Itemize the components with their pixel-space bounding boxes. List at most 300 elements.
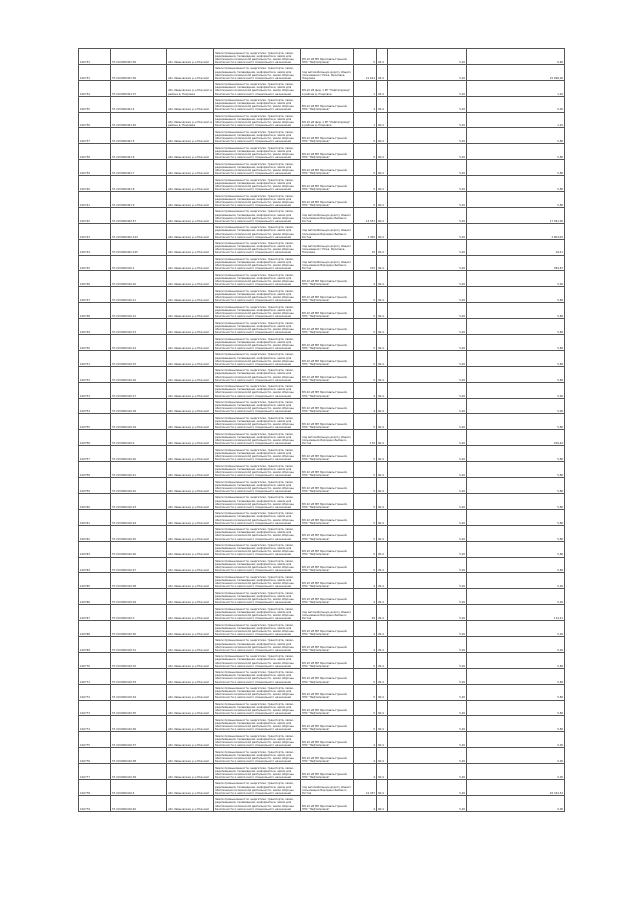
- permitted-use-cell: под автомобильную дорогу общего пользования Бородино-Рыбинск-Ростов: [301, 207, 354, 223]
- total-value-cell: 2 804,00: [467, 223, 565, 239]
- total-value-cell: 5,86: [467, 335, 565, 351]
- area-cell: 5: [354, 319, 377, 335]
- land-category-cell: Земли промышленности, энергетики, транспорта, связи, радиовещания, телевидения, информатики, земли для обеспечения космической деятельности, земли обороны, безопасности и земли иного специального назначения: [214, 414, 301, 430]
- ratio-cell: 00,4: [377, 430, 388, 446]
- area-cell: 5: [354, 668, 377, 684]
- land-category-cell: Земли промышленности, энергетики, транспорта, связи, радиовещания, телевидения, информатики, земли для обеспечения космической деятельности, земли обороны, безопасности и земли иного специального назначения: [214, 128, 301, 144]
- location-cell: обл. Ивановская, р-н Южский: [167, 64, 214, 80]
- land-category-cell: Земли промышленности, энергетики, транспорта, связи, радиовещания, телевидения, информатики, земли для обеспечения космической деятельности, земли обороны, безопасности и земли иного специального назначения: [214, 541, 301, 557]
- location-cell: обл. Ивановская, р-н Южский: [167, 382, 214, 398]
- cadastral-number-cell: 57:20:0000410:28: [111, 573, 167, 589]
- row-number-cell: 100757: [79, 446, 111, 462]
- area-cell: 5: [354, 303, 377, 319]
- table-row: [79, 414, 565, 430]
- ratio-cell: 00,4: [377, 795, 388, 811]
- permitted-use-cell: под автомобильную дорогу общего пользования Бородино-Рыбинск-Ростов: [301, 223, 354, 239]
- permitted-use-cell: ВЛ-10 кВ МН Ярославль-Горький, НПС "Нефтепровод": [301, 366, 354, 382]
- table-row: [79, 684, 565, 700]
- location-cell: обл. Ивановская, р-н Южский: [167, 525, 214, 541]
- ratio-cell: 00,4: [377, 414, 388, 430]
- cadastral-number-cell: 57:20:0000410:32: [111, 652, 167, 668]
- land-category-cell: Земли промышленности, энергетики, транспорта, связи, радиовещания, телевидения, информатики, земли для обеспечения космической деятельности, земли обороны, безопасности и земли иного специального назначения: [214, 748, 301, 764]
- permitted-use-cell: под автомобильную дорогу общего пользования Бородино-Рыбинск-Ростов: [301, 255, 354, 271]
- permitted-use-cell: ВЛ-10 кВ МН Ярославль-Горький, НПС "Нефтепровод": [301, 636, 354, 652]
- table-row: [79, 271, 565, 287]
- location-cell: обл. Ивановская, р-н Южский: [167, 779, 214, 795]
- permitted-use-cell: ВЛ-10 кВ МН Ярославль-Горький, НПС "Нефтепровод": [301, 509, 354, 525]
- unit-price-cell: 5,20: [388, 509, 467, 525]
- unit-price-cell: 5,20: [388, 144, 467, 160]
- cadastral-number-cell: 57:20:0000410:20: [111, 446, 167, 462]
- cadastral-number-cell: 57:20:0000410:17: [111, 382, 167, 398]
- unit-price-cell: 5,20: [388, 573, 467, 589]
- ratio-cell: 00,4: [377, 271, 388, 287]
- total-value-cell: 5,86: [467, 716, 565, 732]
- unit-price-cell: 5,20: [388, 684, 467, 700]
- location-cell: обл. Ивановская, р-н Южский: [167, 192, 214, 208]
- cadastral-number-cell: 57:20:0000410:38: [111, 748, 167, 764]
- unit-price-cell: 5,20: [388, 795, 467, 811]
- row-number-cell: 100745: [79, 255, 111, 271]
- permitted-use-cell: ВЛ-10 кВ МН Ярославль-Горький, НПС "Нефтепровод": [301, 478, 354, 494]
- area-cell: 94: [354, 605, 377, 621]
- table-row: [79, 176, 565, 192]
- permitted-use-cell: ВЛ-10 кВ МН Ярославль-Горький, НПС "Нефтепровод": [301, 557, 354, 573]
- cadastral-number-cell: 57:20:0000401:7: [111, 160, 167, 176]
- permitted-use-cell: ВЛ-10 кВ МН Ярославль-Горький, НПС "Нефтепровод": [301, 795, 354, 811]
- table-row: [79, 779, 565, 795]
- table-row: [79, 764, 565, 780]
- location-cell: обл. Ивановская, р-н Южский: [167, 621, 214, 637]
- area-cell: 5: [354, 287, 377, 303]
- ratio-cell: 00,4: [377, 176, 388, 192]
- land-category-cell: Земли промышленности, энергетики, транспорта, связи, радиовещания, телевидения, информатики, земли для обеспечения космической деятельности, земли обороны, безопасности и земли иного специального назначения: [214, 239, 301, 255]
- unit-price-cell: 5,20: [388, 350, 467, 366]
- ratio-cell: 00,4: [377, 541, 388, 557]
- area-cell: 315: [354, 255, 377, 271]
- total-value-cell: 5,86: [467, 652, 565, 668]
- area-cell: 4: [354, 621, 377, 637]
- cadastral-number-cell: 57:20:0000410:23: [111, 493, 167, 509]
- permitted-use-cell: под автомобильную дорогу общего пользования Бородино-Рыбинск-Ростов: [301, 430, 354, 446]
- total-value-cell: 5,00: [467, 398, 565, 414]
- table-row: [79, 795, 565, 811]
- ratio-cell: 00,4: [377, 557, 388, 573]
- ratio-cell: 00,4: [377, 192, 388, 208]
- row-number-cell: 100762: [79, 525, 111, 541]
- unit-price-cell: 5,20: [388, 366, 467, 382]
- row-number-cell: 100733: [79, 49, 111, 65]
- location-cell: обл. Ивановская, р-н Южский: [167, 366, 214, 382]
- location-cell: обл. Ивановская, р-н Южский: [167, 573, 214, 589]
- permitted-use-cell: ВЛ-10 кВ МН Ярославль-Горький, НПС "Нефтепровод": [301, 271, 354, 287]
- row-number-cell: 100769: [79, 636, 111, 652]
- land-category-cell: Земли промышленности, энергетики, транспорта, связи, радиовещания, телевидения, информатики, земли для обеспечения космической деятельности, земли обороны, безопасности и земли иного специального назначения: [214, 621, 301, 637]
- land-category-cell: Земли промышленности, энергетики, транспорта, связи, радиовещания, телевидения, информатики, земли для обеспечения космической деятельности, земли обороны, безопасности и земли иного специального назначения: [214, 636, 301, 652]
- cadastral-number-cell: 57:20:0000410:34: [111, 684, 167, 700]
- unit-price-cell: 5,20: [388, 541, 467, 557]
- row-number-cell: 100759: [79, 478, 111, 494]
- unit-price-cell: 5,20: [388, 779, 467, 795]
- cadastral-number-cell: 57:20:0000401:36: [111, 64, 167, 80]
- area-cell: 5: [354, 144, 377, 160]
- permitted-use-cell: ВЛ-10 кВ МН Ярославль-Горький, НПС "Нефтепровод": [301, 176, 354, 192]
- permitted-use-cell: ВЛ-10 кВ МН Ярославль-Горький, НПС "Нефтепровод": [301, 49, 354, 65]
- location-cell: обл. Ивановская, р-н Южский: [167, 287, 214, 303]
- land-category-cell: Земли промышленности, энергетики, транспорта, связи, радиовещания, телевидения, информатики, земли для обеспечения космической деятельности, земли обороны, безопасности и земли иного специального назначения: [214, 684, 301, 700]
- ratio-cell: 00,4: [377, 636, 388, 652]
- land-category-cell: Земли промышленности, энергетики, транспорта, связи, радиовещания, телевидения, информатики, земли для обеспечения космической деятельности, земли обороны, безопасности и земли иного специального назначения: [214, 192, 301, 208]
- ratio-cell: 00,4: [377, 319, 388, 335]
- cadastral-number-cell: 57:20:0000410:11: [111, 287, 167, 303]
- total-value-cell: 5,86: [467, 350, 565, 366]
- table-row: [79, 541, 565, 557]
- land-category-cell: Земли промышленности, энергетики, транспорта, связи, радиовещания, телевидения, информатики, земли для обеспечения космической деятельности, земли обороны, безопасности и земли иного специального назначения: [214, 732, 301, 748]
- unit-price-cell: 5,20: [388, 207, 467, 223]
- total-value-cell: 5,00: [467, 795, 565, 811]
- row-number-cell: 100763: [79, 541, 111, 557]
- land-category-cell: Земли промышленности, энергетики, транспорта, связи, радиовещания, телевидения, информатики, земли для обеспечения космической деятельности, земли обороны, безопасности и земли иного специального назначения: [214, 652, 301, 668]
- permitted-use-cell: ВЛ-10 кВ МН Ярославль-Горький, НПС "Нефтепровод": [301, 684, 354, 700]
- cadastral-number-cell: 57:20:0000401:5: [111, 128, 167, 144]
- total-value-cell: 18,41: [467, 239, 565, 255]
- unit-price-cell: 5,20: [388, 80, 467, 96]
- location-cell: обл. Ивановская, р-н Южский: [167, 271, 214, 287]
- location-cell: обл. Ивановская, р-н Южский: [167, 541, 214, 557]
- table-row: [79, 589, 565, 605]
- land-category-cell: Земли промышленности, энергетики, транспорта, связи, радиовещания, телевидения, информатики, земли для обеспечения космической деятельности, земли обороны, безопасности и земли иного специального назначения: [214, 795, 301, 811]
- ratio-cell: 00,4: [377, 64, 388, 80]
- total-value-cell: 5,00: [467, 573, 565, 589]
- permitted-use-cell: ВЛ-10 кВ МН Ярославль-Горький, НПС "Нефтепровод": [301, 525, 354, 541]
- unit-price-cell: 5,20: [388, 64, 467, 80]
- permitted-use-cell: ВЛ-10 кВ МН Ярославль-Горький, НПС "Нефтепровод": [301, 446, 354, 462]
- ratio-cell: 00,4: [377, 652, 388, 668]
- table-row: [79, 128, 565, 144]
- row-number-cell: 100734: [79, 80, 111, 96]
- unit-price-cell: 5,20: [388, 192, 467, 208]
- permitted-use-cell: ВЛ-10 кВ МН Ярославль-Горький, НПС "Нефтепровод": [301, 589, 354, 605]
- table-row: [79, 80, 565, 96]
- unit-price-cell: 5,20: [388, 525, 467, 541]
- row-number-cell: 100752: [79, 366, 111, 382]
- land-category-cell: Земли промышленности, энергетики, транспорта, связи, радиовещания, телевидения, информатики, земли для обеспечения космической деятельности, земли обороны, безопасности и земли иного специального назначения: [214, 779, 301, 795]
- area-cell: 4: [354, 96, 377, 112]
- row-number-cell: 100772: [79, 684, 111, 700]
- total-value-cell: 5,86: [467, 446, 565, 462]
- cadastral-number-cell: 57:20:0000410:37: [111, 732, 167, 748]
- unit-price-cell: 5,20: [388, 287, 467, 303]
- cadastral-number-cell: 57:20:0000410:27: [111, 557, 167, 573]
- cadastral-number-cell: 57:20:0000410:12: [111, 303, 167, 319]
- ratio-cell: 00,4: [377, 779, 388, 795]
- cadastral-number-cell: 57:20:0000410:36: [111, 716, 167, 732]
- location-cell: обл. Ивановская, р-н Южский: [167, 478, 214, 494]
- land-category-cell: Земли промышленности, энергетики, транспорта, связи, радиовещания, телевидения, информатики, земли для обеспечения космической деятельности, земли обороны, безопасности и земли иного специального назначения: [214, 716, 301, 732]
- table-row: [79, 335, 565, 351]
- unit-price-cell: 5,20: [388, 557, 467, 573]
- cadastral-number-cell: 57:20:0000410:15: [111, 350, 167, 366]
- land-category-cell: Земли промышленности, энергетики, транспорта, связи, радиовещания, телевидения, информатики, земли для обеспечения космической деятельности, земли обороны, безопасности и земли иного специального назначения: [214, 80, 301, 96]
- location-cell: обл. Ивановская, р-н Южский: [167, 128, 214, 144]
- table-row: [79, 64, 565, 80]
- area-cell: 5: [354, 49, 377, 65]
- unit-price-cell: 5,20: [388, 49, 467, 65]
- total-value-cell: 5,86: [467, 414, 565, 430]
- unit-price-cell: 5,20: [388, 382, 467, 398]
- area-cell: 4: [354, 573, 377, 589]
- area-cell: 4: [354, 748, 377, 764]
- area-cell: 5: [354, 350, 377, 366]
- total-value-cell: 5,86: [467, 176, 565, 192]
- area-cell: 5: [354, 478, 377, 494]
- area-cell: 4: [354, 589, 377, 605]
- total-value-cell: 5,86: [467, 684, 565, 700]
- ratio-cell: 00,4: [377, 621, 388, 637]
- location-cell: обл. Ивановская, р-н Южский: [167, 176, 214, 192]
- cadastral-number-cell: 57:20:0000410:18: [111, 398, 167, 414]
- unit-price-cell: 5,20: [388, 398, 467, 414]
- location-cell: обл. Ивановская, р-н Южский: [167, 319, 214, 335]
- permitted-use-cell: ВЛ-10 кВ МН Ярославль-Горький, НПС "Нефтепровод": [301, 732, 354, 748]
- land-category-cell: Земли промышленности, энергетики, транспорта, связи, радиовещания, телевидения, информатики, земли для обеспечения космической деятельности, земли обороны, безопасности и земли иного специального назначения: [214, 223, 301, 239]
- table-row: [79, 636, 565, 652]
- area-cell: 14 557: [354, 207, 377, 223]
- total-value-cell: 5,86: [467, 462, 565, 478]
- row-number-cell: 100775: [79, 732, 111, 748]
- cadastral-number-cell: 57:20:0000410:16: [111, 366, 167, 382]
- location-cell: обл. Ивановская, р-н Южский: [167, 430, 214, 446]
- area-cell: 4: [354, 398, 377, 414]
- permitted-use-cell: ВЛ-10 кВ МН Ярославль-Горький, НПС "Нефтепровод": [301, 573, 354, 589]
- ratio-cell: 00,4: [377, 732, 388, 748]
- table-row: [79, 573, 565, 589]
- location-cell: обл. Ивановская, р-н Южский: [167, 303, 214, 319]
- land-category-cell: Земли промышленности, энергетики, транспорта, связи, радиовещания, телевидения, информатики, земли для обеспечения космической деятельности, земли обороны, безопасности и земли иного специального назначения: [214, 64, 301, 80]
- land-category-cell: Земли промышленности, энергетики, транспорта, связи, радиовещания, телевидения, информатики, земли для обеспечения космической деятельности, земли обороны, безопасности и земли иного специального назначения: [214, 49, 301, 65]
- land-category-cell: Земли промышленности, энергетики, транспорта, связи, радиовещания, телевидения, информатики, земли для обеспечения космической деятельности, земли обороны, безопасности и земли иного специального назначения: [214, 525, 301, 541]
- cadastral-number-cell: 57:20:0000410:25: [111, 525, 167, 541]
- area-cell: 5: [354, 509, 377, 525]
- unit-price-cell: 5,20: [388, 112, 467, 128]
- land-category-cell: Земли промышленности, энергетики, транспорта, связи, радиовещания, телевидения, информатики, земли для обеспечения космической деятельности, земли обороны, безопасности и земли иного специального назначения: [214, 176, 301, 192]
- total-value-cell: 25 996,00: [467, 64, 565, 80]
- table-row: [79, 49, 565, 65]
- cadastral-number-cell: 57:20:0000410:14: [111, 335, 167, 351]
- cadastral-number-cell: 57:20:0000410:29: [111, 589, 167, 605]
- row-number-cell: 100738: [79, 144, 111, 160]
- total-value-cell: 5,86: [467, 478, 565, 494]
- row-number-cell: 100755: [79, 414, 111, 430]
- total-value-cell: 384,87: [467, 255, 565, 271]
- permitted-use-cell: ВЛ-10 кВ МН Ярославль-Горький, НПС "Нефтепровод": [301, 398, 354, 414]
- location-cell: обл. Ивановская, р-н Южский: [167, 605, 214, 621]
- area-cell: 4: [354, 382, 377, 398]
- ratio-cell: 00,4: [377, 112, 388, 128]
- table-row: [79, 621, 565, 637]
- location-cell: обл. Ивановская, р-н Южский, в районе д. Покровка: [167, 80, 214, 96]
- row-number-cell: 100737: [79, 128, 111, 144]
- land-category-cell: Земли промышленности, энергетики, транспорта, связи, радиовещания, телевидения, информатики, земли для обеспечения космической деятельности, земли обороны, безопасности и земли иного специального назначения: [214, 303, 301, 319]
- row-number-cell: 100739: [79, 160, 111, 176]
- row-number-cell: 100733: [79, 64, 111, 80]
- total-value-cell: 5,00: [467, 764, 565, 780]
- table-row: [79, 350, 565, 366]
- row-number-cell: 100764: [79, 557, 111, 573]
- row-number-cell: 100765: [79, 573, 111, 589]
- permitted-use-cell: ВЛ-10 кВ МН Ярославль-Горький, НПС "Нефтепровод": [301, 493, 354, 509]
- area-cell: 170: [354, 430, 377, 446]
- location-cell: обл. Ивановская, р-н Южский: [167, 255, 214, 271]
- table-row: [79, 192, 565, 208]
- ratio-cell: 00,4: [377, 525, 388, 541]
- unit-price-cell: 5,20: [388, 128, 467, 144]
- row-number-cell: 100754: [79, 398, 111, 414]
- row-number-cell: 100743: [79, 223, 111, 239]
- ratio-cell: 00,4: [377, 335, 388, 351]
- area-cell: 4: [354, 795, 377, 811]
- land-category-cell: Земли промышленности, энергетики, транспорта, связи, радиовещания, телевидения, информатики, земли для обеспечения космической деятельности, земли обороны, безопасности и земли иного специального назначения: [214, 509, 301, 525]
- cadastral-number-cell: 57:20:0000410:3: [111, 605, 167, 621]
- unit-price-cell: 5,20: [388, 160, 467, 176]
- unit-price-cell: 5,20: [388, 589, 467, 605]
- unit-price-cell: 5,20: [388, 239, 467, 255]
- table-row: [79, 668, 565, 684]
- location-cell: обл. Ивановская, р-н Южский: [167, 748, 214, 764]
- table-row: [79, 700, 565, 716]
- total-value-cell: 209,40: [467, 430, 565, 446]
- ratio-cell: 00,4: [377, 49, 388, 65]
- total-value-cell: 5,86: [467, 541, 565, 557]
- unit-price-cell: 5,20: [388, 255, 467, 271]
- area-cell: 4: [354, 271, 377, 287]
- unit-price-cell: 5,20: [388, 636, 467, 652]
- total-value-cell: 5,00: [467, 271, 565, 287]
- cadastral-number-cell: 57:20:0000410:40: [111, 795, 167, 811]
- table-row: [79, 732, 565, 748]
- total-value-cell: 1,20: [467, 80, 565, 96]
- table-row: [79, 446, 565, 462]
- location-cell: обл. Ивановская, р-н Южский: [167, 636, 214, 652]
- location-cell: обл. Ивановская, р-н Южский: [167, 207, 214, 223]
- land-category-cell: Земли промышленности, энергетики, транспорта, связи, радиовещания, телевидения, информатики, земли для обеспечения космической деятельности, земли обороны, безопасности и земли иного специального назначения: [214, 144, 301, 160]
- area-cell: 5: [354, 557, 377, 573]
- total-value-cell: 5,86: [467, 128, 565, 144]
- total-value-cell: 6,86: [467, 49, 565, 65]
- land-category-cell: Земли промышленности, энергетики, транспорта, связи, радиовещания, телевидения, информатики, земли для обеспечения космической деятельности, земли обороны, безопасности и земли иного специального назначения: [214, 478, 301, 494]
- row-number-cell: 100747: [79, 287, 111, 303]
- cadastral-number-cell: 57:20:0000410:21: [111, 462, 167, 478]
- permitted-use-cell: ВЛ-10 кВ МН Ярославль-Горький, НПС "Нефтепровод": [301, 350, 354, 366]
- location-cell: обл. Ивановская, р-н Южский: [167, 350, 214, 366]
- location-cell: обл. Ивановская, р-н Южский: [167, 493, 214, 509]
- table-row: [79, 382, 565, 398]
- location-cell: обл. Ивановская, р-н Южский: [167, 223, 214, 239]
- land-category-cell: Земли промышленности, энергетики, транспорта, связи, радиовещания, телевидения, информатики, земли для обеспечения космической деятельности, земли обороны, безопасности и земли иного специального назначения: [214, 589, 301, 605]
- total-value-cell: 5,86: [467, 303, 565, 319]
- table-row: [79, 223, 565, 239]
- location-cell: обл. Ивановская, р-н Южский: [167, 446, 214, 462]
- unit-price-cell: 5,20: [388, 748, 467, 764]
- total-value-cell: 5,00: [467, 748, 565, 764]
- location-cell: обл. Ивановская, р-н Южский: [167, 668, 214, 684]
- unit-price-cell: 5,20: [388, 430, 467, 446]
- permitted-use-cell: под автомобильную дорогу общего пользования Бородино-Рыбинск-Ростов: [301, 779, 354, 795]
- permitted-use-cell: ВЛ-10 кВ МН Ярославль-Горький, НПС "Нефтепровод": [301, 382, 354, 398]
- unit-price-cell: 5,20: [388, 319, 467, 335]
- land-category-cell: Земли промышленности, энергетики, транспорта, связи, радиовещания, телевидения, информатики, земли для обеспечения космической деятельности, земли обороны, безопасности и земли иного специального назначения: [214, 335, 301, 351]
- total-value-cell: 5,86: [467, 144, 565, 160]
- location-cell: обл. Ивановская, р-н Южский: [167, 764, 214, 780]
- unit-price-cell: 5,20: [388, 652, 467, 668]
- ratio-cell: 00,4: [377, 700, 388, 716]
- area-cell: 5: [354, 414, 377, 430]
- table-row: [79, 144, 565, 160]
- permitted-use-cell: ВЛ-10 кВ МН Ярославль-Горький, НПС "Нефтепровод": [301, 319, 354, 335]
- permitted-use-cell: под автомобильную дорогу общего пользования Бородино-Рыбинск-Ростов: [301, 605, 354, 621]
- total-value-cell: 5,86: [467, 319, 565, 335]
- land-category-cell: Земли промышленности, энергетики, транспорта, связи, радиовещания, телевидения, информатики, земли для обеспечения космической деятельности, земли обороны, безопасности и земли иного специального назначения: [214, 462, 301, 478]
- location-cell: обл. Ивановская, р-н Южский: [167, 684, 214, 700]
- permitted-use-cell: ВЛ-10 кВ МН Ярославль-Горький, НПС "Нефтепровод": [301, 700, 354, 716]
- unit-price-cell: 5,20: [388, 605, 467, 621]
- table-row: [79, 748, 565, 764]
- permitted-use-cell: ВЛ-10 кВ МН Ярославль-Горький, НПС "Нефтепровод": [301, 128, 354, 144]
- permitted-use-cell: ВЛ-10 кВ МН Ярославль-Горький, НПС "Нефтепровод": [301, 652, 354, 668]
- total-value-cell: 5,86: [467, 700, 565, 716]
- area-cell: 5: [354, 525, 377, 541]
- area-cell: 5: [354, 192, 377, 208]
- table-row: [79, 160, 565, 176]
- area-cell: 21 457: [354, 779, 377, 795]
- unit-price-cell: 5,20: [388, 96, 467, 112]
- land-category-cell: Земли промышленности, энергетики, транспорта, связи, радиовещания, телевидения, информатики, земли для обеспечения космической деятельности, земли обороны, безопасности и земли иного специального назначения: [214, 350, 301, 366]
- location-cell: обл. Ивановская, р-н Южский: [167, 462, 214, 478]
- total-value-cell: 5,00: [467, 589, 565, 605]
- land-category-cell: Земли промышленности, энергетики, транспорта, связи, радиовещания, телевидения, информатики, земли для обеспечения космической деятельности, земли обороны, безопасности и земли иного специального назначения: [214, 319, 301, 335]
- cadastral-number-cell: 57:20:0000401:9: [111, 192, 167, 208]
- unit-price-cell: 5,20: [388, 700, 467, 716]
- table-row: [79, 525, 565, 541]
- unit-price-cell: 5,20: [388, 668, 467, 684]
- permitted-use-cell: ВЛ-10 кВ МН Ярославль-Горький, НПС "Нефтепровод": [301, 303, 354, 319]
- total-value-cell: 5,86: [467, 668, 565, 684]
- permitted-use-cell: ВЛ-10 кВ МН Ярославль-Горький, НПС "Нефтепровод": [301, 160, 354, 176]
- permitted-use-cell: ВЛ-10 кВ МН Ярославль-Горький, НПС "Нефтепровод": [301, 764, 354, 780]
- cadastral-number-cell: 57:20:0000410:35: [111, 700, 167, 716]
- area-cell: 5: [354, 446, 377, 462]
- land-category-cell: Земли промышленности, энергетики, транспорта, связи, радиовещания, телевидения, информатики, земли для обеспечения космической деятельности, земли обороны, безопасности и земли иного специального назначения: [214, 271, 301, 287]
- table-row: [79, 716, 565, 732]
- row-number-cell: 100766: [79, 589, 111, 605]
- table-row: [79, 430, 565, 446]
- total-value-cell: 5,86: [467, 493, 565, 509]
- ratio-cell: 00,4: [377, 446, 388, 462]
- permitted-use-cell: ВЛ-10 кВ МН Ярославль-Горький, НПС "Нефтепровод": [301, 621, 354, 637]
- area-cell: 5: [354, 541, 377, 557]
- row-number-cell: 100774: [79, 716, 111, 732]
- ratio-cell: 00,4: [377, 589, 388, 605]
- ratio-cell: 00,4: [377, 128, 388, 144]
- cadastral-number-cell: 57:20:0000410:31: [111, 636, 167, 652]
- ratio-cell: 00,4: [377, 493, 388, 509]
- permitted-use-cell: ВЛ-10 кВ МН Ярославль-Горький, НПС "Нефтепровод": [301, 462, 354, 478]
- total-value-cell: 5,86: [467, 192, 565, 208]
- total-value-cell: 5,86: [467, 525, 565, 541]
- ratio-cell: 00,4: [377, 462, 388, 478]
- table-row: [79, 112, 565, 128]
- ratio-cell: 00,4: [377, 573, 388, 589]
